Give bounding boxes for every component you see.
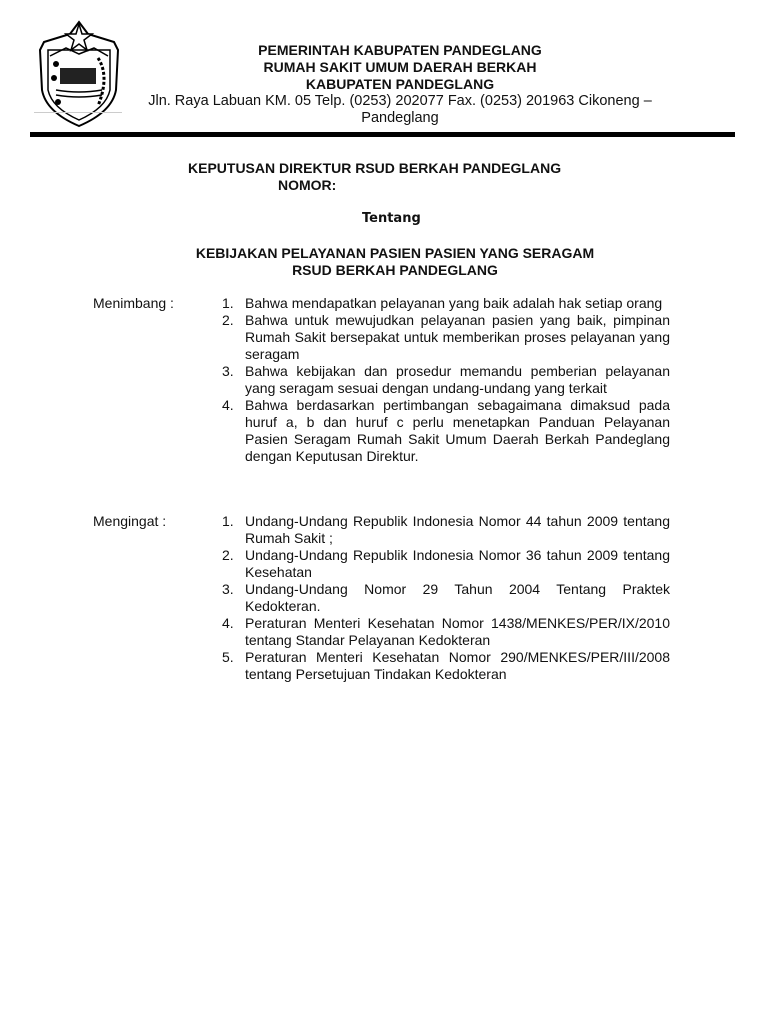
mengingat-label: Mengingat : xyxy=(93,513,167,529)
decree-number: NOMOR: xyxy=(278,177,337,193)
menimbang-item xyxy=(218,397,670,465)
list-text: Bahwa mendapatkan pelayanan yang baik adalah hak setiap orang xyxy=(245,295,663,311)
list-number: 3. xyxy=(222,581,234,597)
letterhead-divider xyxy=(30,132,735,137)
list-text: Bahwa berdasarkan pertimbangan sebagaimana dimaksud pada huruf a, b dan huruf c perlu menetapkan Panduan Pelayanan Pasien Seragam Rumah Sakit Umum Daerah Berkah Pandeglang dengan Keputusan Direktur. xyxy=(245,397,670,464)
menimbang-item xyxy=(218,312,670,363)
list-text: Undang-Undang Nomor 29 Tahun 2004 Tentang Praktek Kedokteran. xyxy=(245,581,670,614)
decree-title: KEPUTUSAN DIREKTUR RSUD BERKAH PANDEGLANG xyxy=(188,160,562,176)
decree-subject-line1: KEBIJAKAN PELAYANAN PASIEN PASIEN YANG SERAGAM xyxy=(195,245,595,261)
list-number: 1. xyxy=(222,513,234,529)
decree-subject-line2: RSUD BERKAH PANDEGLANG xyxy=(292,262,498,278)
mengingat-list xyxy=(218,513,670,683)
logo-underline xyxy=(34,112,122,113)
list-text: Peraturan Menteri Kesehatan Nomor 290/MENKES/PER/III/2008 tentang Persetujuan Tindakan Kedokteran xyxy=(245,649,670,682)
letterhead-address-city: Pandeglang xyxy=(361,110,439,126)
menimbang-list xyxy=(218,295,670,465)
mengingat-item xyxy=(218,649,670,683)
mengingat-item xyxy=(218,547,670,581)
list-number: 1. xyxy=(222,295,234,311)
mengingat-item xyxy=(218,615,670,649)
list-number: 5. xyxy=(222,649,234,665)
letterhead-regency: KABUPATEN PANDEGLANG xyxy=(305,76,495,92)
list-text: Undang-Undang Republik Indonesia Nomor 44 tahun 2009 tentang Rumah Sakit ; xyxy=(245,513,670,546)
list-text: Undang-Undang Republik Indonesia Nomor 36 tahun 2009 tentang Kesehatan xyxy=(245,547,670,580)
decree-subject xyxy=(120,245,670,279)
mengingat-item xyxy=(218,513,670,547)
list-number: 3. xyxy=(222,363,234,379)
list-text: Bahwa kebijakan dan prosedur memandu pemberian pelayanan yang seragam sesuai dengan undang-undang yang terkait xyxy=(245,363,670,396)
letterhead-address: Jln. Raya Labuan KM. 05 Telp. (0253) 202077 Fax. (0253) 201963 Cikoneng – xyxy=(148,93,652,109)
letterhead-government: PEMERINTAH KABUPATEN PANDEGLANG xyxy=(258,42,542,58)
list-text: Bahwa untuk mewujudkan pelayanan pasien yang baik, pimpinan Rumah Sakit bersepakat untuk memberikan proses pelayanan yang seragam xyxy=(245,312,670,362)
list-number: 2. xyxy=(222,312,234,328)
list-text: Peraturan Menteri Kesehatan Nomor 1438/MENKES/PER/IX/2010 tentang Standar Pelayanan Kedokteran xyxy=(245,615,670,648)
menimbang-label: Menimbang : xyxy=(93,295,174,311)
letterhead-hospital: RUMAH SAKIT UMUM DAERAH BERKAH xyxy=(263,59,537,75)
list-number: 4. xyxy=(222,615,234,631)
list-number: 4. xyxy=(222,397,234,413)
letterhead xyxy=(120,42,680,127)
list-number: 2. xyxy=(222,547,234,563)
mengingat-item xyxy=(218,581,670,615)
decree-about: Tentang xyxy=(362,211,421,226)
menimbang-item xyxy=(218,363,670,397)
menimbang-item xyxy=(218,295,670,312)
